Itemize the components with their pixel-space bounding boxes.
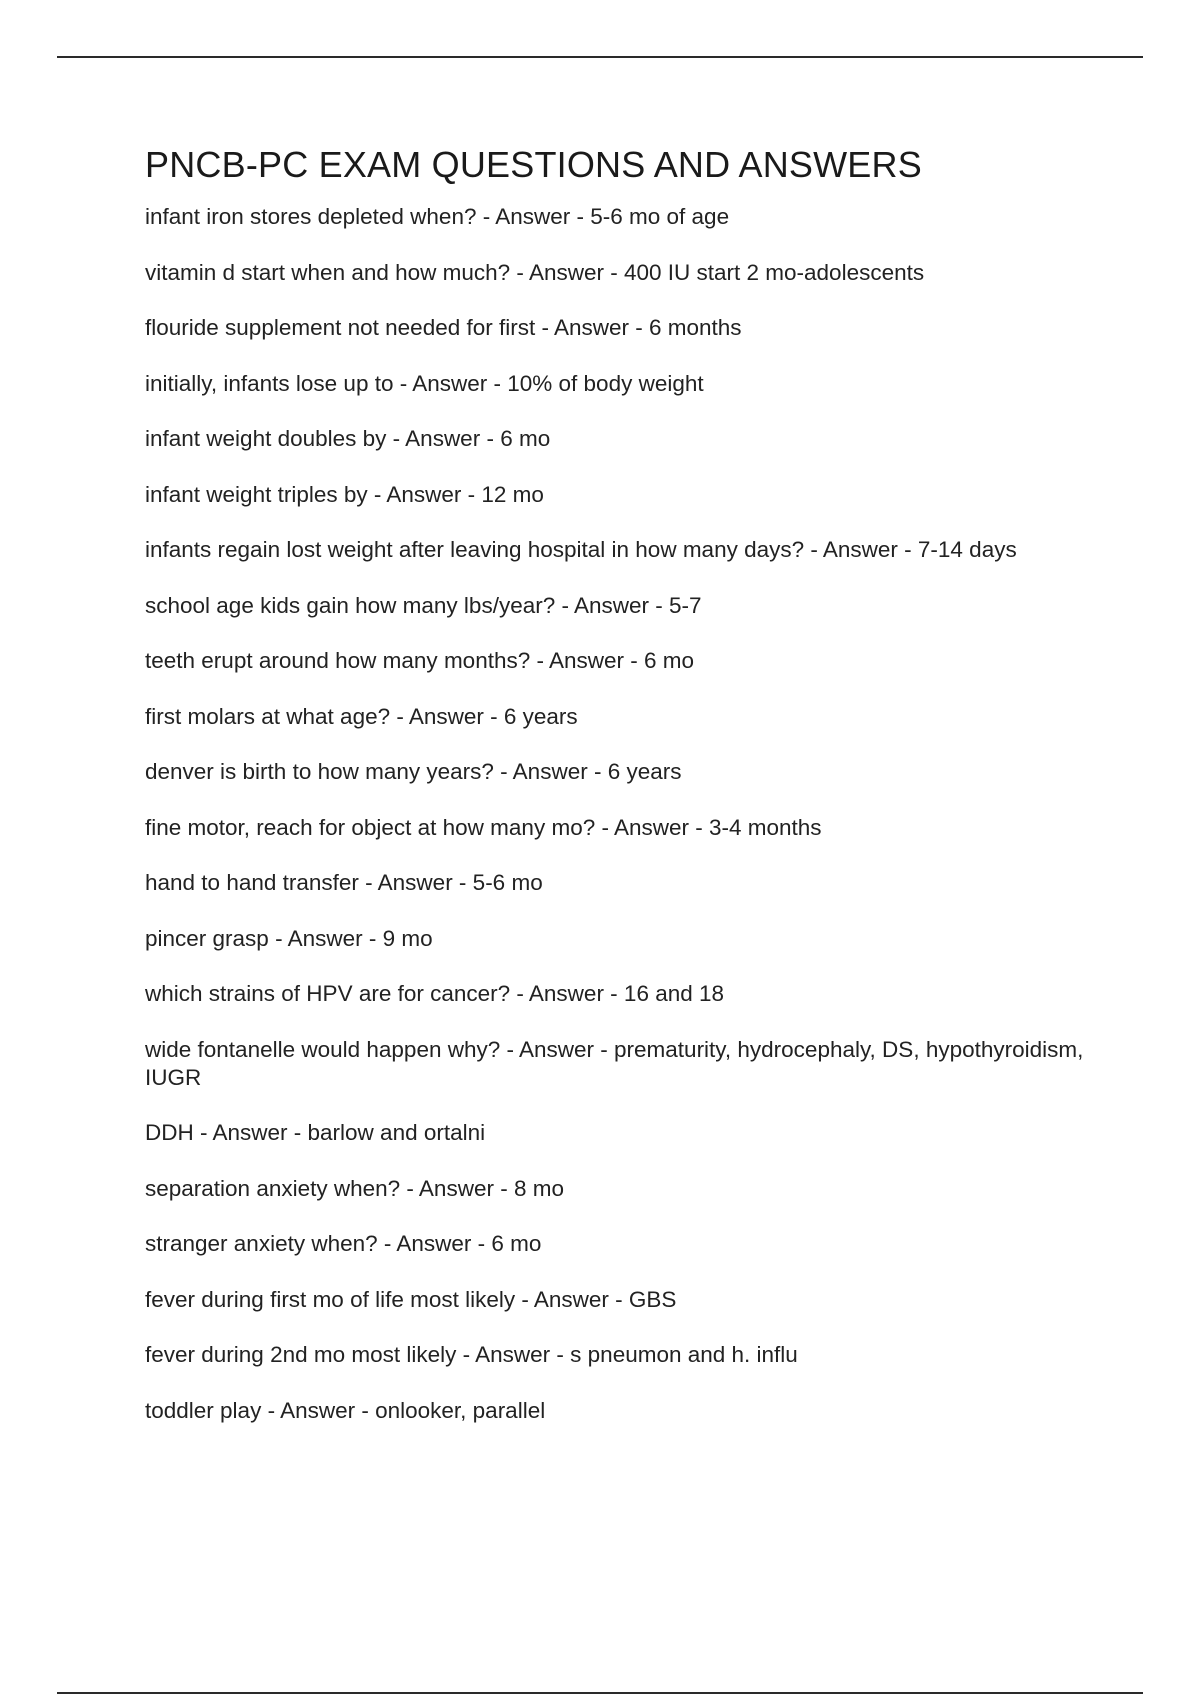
qa-item: vitamin d start when and how much? - Answer - 400 IU start 2 mo-adolescents (145, 259, 925, 285)
qa-item: separation anxiety when? - Answer - 8 mo (145, 1175, 564, 1201)
qa-item: initially, infants lose up to - Answer - 10% of body weight (145, 370, 704, 396)
qa-item: denver is birth to how many years? - Answer - 6 years (145, 759, 682, 784)
qa-item: infant weight triples by - Answer - 12 mo (145, 481, 544, 507)
qa-item: pincer grasp - Answer - 9 mo (145, 925, 433, 951)
qa-item: infant iron stores depleted when? - Answer - 5-6 mo of age (145, 204, 730, 229)
qa-item: fever during first mo of life most likely - Answer - GBS (145, 1286, 677, 1312)
bottom-divider (57, 1692, 1143, 1694)
qa-item: flouride supplement not needed for first - Answer - 6 months (145, 315, 742, 340)
qa-item: stranger anxiety when? - Answer - 6 mo (145, 1231, 542, 1256)
qa-item: infant weight doubles by - Answer - 6 mo (145, 426, 551, 451)
qa-item: hand to hand transfer - Answer - 5-6 mo (145, 870, 543, 895)
qa-item: DDH - Answer - barlow and ortalni (145, 1120, 486, 1145)
document-title: PNCB-PC EXAM QUESTIONS AND ANSWERS (145, 144, 922, 185)
qa-item: first molars at what age? - Answer - 6 years (145, 703, 578, 729)
qa-item: fine motor, reach for object at how many mo? - Answer - 3-4 months (145, 814, 822, 840)
qa-item: school age kids gain how many lbs/year? - Answer - 5-7 (145, 592, 702, 618)
qa-item: toddler play - Answer - onlooker, parallel (145, 1397, 546, 1423)
top-divider (57, 56, 1143, 58)
qa-list (145, 203, 1105, 1425)
qa-item: teeth erupt around how many months? - Answer - 6 mo (145, 648, 695, 673)
document-body (145, 140, 1105, 1452)
qa-item: which strains of HPV are for cancer? - Answer - 16 and 18 (145, 981, 725, 1006)
qa-item: wide fontanelle would happen why? - Answer - prematurity, hydrocephaly, DS, hypothyroidism, IUGR (145, 1036, 1084, 1090)
qa-item: fever during 2nd mo most likely - Answer - s pneumon and h. influ (145, 1342, 798, 1367)
qa-item: infants regain lost weight after leaving hospital in how many days? - Answer - 7-14 days (145, 537, 1017, 562)
